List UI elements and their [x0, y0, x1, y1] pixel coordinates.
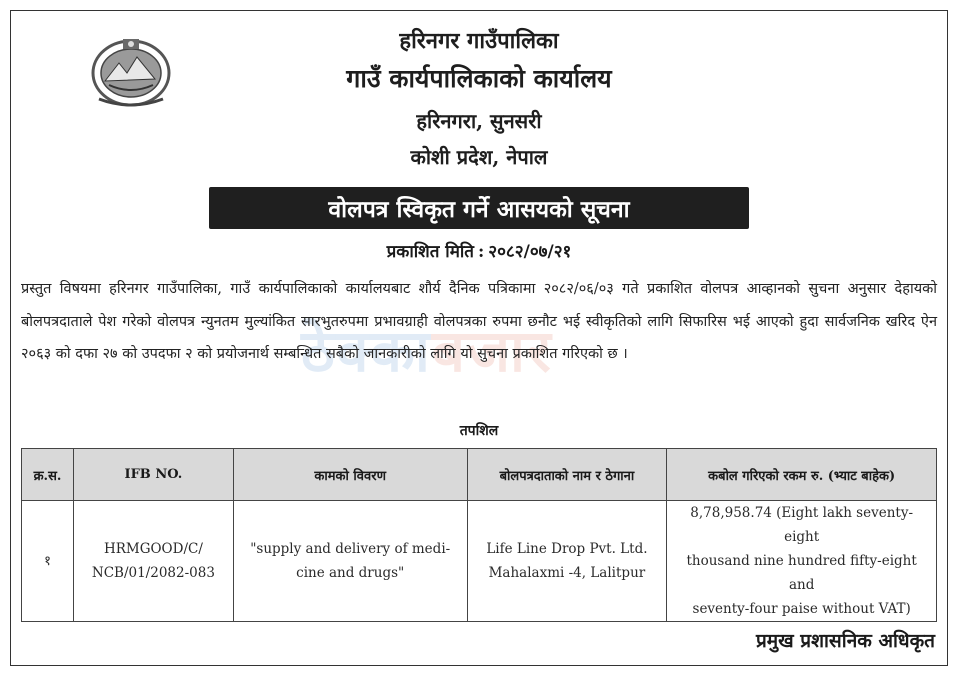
amount-line2: thousand nine hundred fifty-eight and	[686, 553, 917, 593]
cell-amount	[667, 501, 937, 622]
table-header-row	[22, 449, 937, 501]
header-description: कामको विवरण	[233, 449, 467, 501]
description-line2: cine and drugs"	[296, 565, 405, 581]
ifb-line2: NCB/01/2082-083	[91, 565, 215, 581]
header-ifb: IFB NO.	[73, 449, 233, 501]
watermark-part2: बजार	[431, 317, 553, 385]
office-name: गाउँ कार्यपालिकाको कार्यालय	[346, 64, 612, 93]
description-line1: "supply and delivery of medi-	[250, 541, 451, 557]
notice-title: वोलपत्र स्विकृत गर्ने आसयको सूचना	[209, 187, 749, 229]
cell-ifb	[73, 501, 233, 622]
cell-sn: १	[22, 501, 74, 622]
cell-description	[233, 501, 467, 622]
bidder-line2: Mahalaxmi -4, Lalitpur	[488, 565, 646, 581]
award-table	[21, 448, 937, 622]
municipality-name: हरिनगर गाउँपालिका	[399, 28, 559, 54]
table-heading: तपशिल	[459, 423, 499, 439]
ifb-line1: HRMGOOD/C/	[103, 541, 203, 557]
header-bidder: बोलपत्रदाताको नाम र ठेगाना	[467, 449, 667, 501]
watermark-part1: ठेक्का	[301, 317, 432, 385]
published-date-value: २०८२/०७/२१	[488, 242, 572, 262]
province-country: कोशी प्रदेश, नेपाल	[410, 145, 548, 169]
bidder-line1: Life Line Drop Pvt. Ltd.	[486, 541, 648, 557]
published-date: प्रकाशित मिति : २०८२/०७/२१	[386, 242, 572, 262]
notice-body: प्रस्तुत विषयमा हरिनगर गाउँपालिका, गाउँ कार्यपालिकाको कार्यालयबाट शौर्य दैनिक पत्रिकामा २०८२/०६/०३ गते प्रकाशित वोलपत्र आव्हानको सुचना अनुसार देहायको बोलपत्रदाताले पेश गरेको वोलपत्र न्युनतम मुल्यांकित सारभुतरुपमा प्रभावग्राही वोलपत्रका रुपमा छनौट भई स्वीकृतिको लागि सिफारिस भई आएको हुदा सार्वजनिक खरिद ऐन २०६३ को दफा २७ को उपदफा २ को प्रयोजनार्थ सम्बन्धित सबैको जानकारीको लागि यो सुचना प्रकाशित गरिएको छ ।	[21, 281, 937, 362]
amount-line3: seventy-four paise without VAT)	[692, 601, 911, 617]
amount-line1: 8,78,958.74 (Eight lakh seventy-eight	[690, 505, 914, 545]
office-address: हरिनगरा, सुनसरी	[416, 109, 542, 133]
header-sn: क्र.स.	[22, 449, 74, 501]
notice-frame	[10, 10, 948, 666]
table-row	[22, 501, 937, 622]
signatory: प्रमुख प्रशासनिक अधिकृत	[755, 630, 935, 652]
cell-bidder	[467, 501, 667, 622]
header-amount: कबोल गरिएको रकम रु. (भ्याट बाहेक)	[667, 449, 937, 501]
published-label: प्रकाशित मिति	[386, 242, 474, 262]
